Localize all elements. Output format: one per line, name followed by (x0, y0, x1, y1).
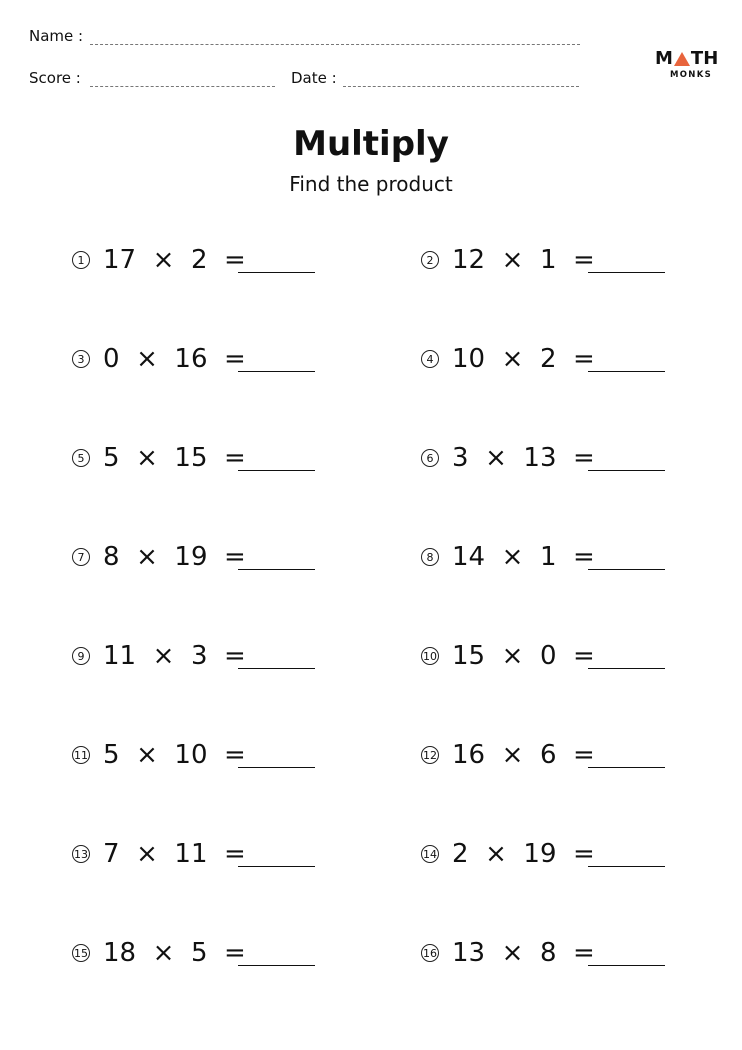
equals-sign: = (573, 740, 595, 770)
answer-blank[interactable] (588, 965, 665, 966)
name-label: Name : (29, 27, 84, 45)
problem-expression (452, 641, 595, 671)
operand-b: 6 (539, 740, 557, 770)
operand-a: 10 (452, 344, 486, 374)
operand-b: 1 (539, 542, 557, 572)
problem-8 (421, 537, 595, 577)
operand-a: 0 (103, 344, 120, 374)
problem-expression (103, 740, 246, 770)
problem-number: 11 (72, 746, 90, 764)
multiply-sign: × (136, 839, 158, 869)
equals-sign: = (224, 344, 246, 374)
problem-number: 6 (421, 449, 439, 467)
logo-subtext: MONKS (670, 70, 713, 80)
multiply-sign: × (501, 740, 524, 770)
equals-sign: = (224, 839, 246, 869)
math-monks-logo (655, 48, 719, 80)
problem-expression (452, 740, 595, 770)
problem-expression (103, 641, 246, 671)
operand-a: 14 (452, 542, 486, 572)
multiply-sign: × (136, 344, 158, 374)
problem-number: 12 (421, 746, 439, 764)
operand-b: 13 (523, 443, 557, 473)
score-label: Score : (29, 69, 81, 87)
problem-16 (421, 933, 595, 973)
problem-number: 7 (72, 548, 90, 566)
multiply-sign: × (136, 542, 158, 572)
operand-a: 11 (103, 641, 137, 671)
problem-expression (103, 938, 246, 968)
equals-sign: = (224, 938, 246, 968)
name-field[interactable] (90, 44, 580, 45)
date-label: Date : (291, 69, 337, 87)
problem-number: 1 (72, 251, 90, 269)
problem-expression (452, 443, 595, 473)
operand-a: 2 (452, 839, 469, 869)
page-title: Multiply (293, 124, 449, 164)
problem-number: 15 (72, 944, 90, 962)
operand-b: 19 (174, 542, 208, 572)
problem-expression (103, 344, 246, 374)
operand-b: 11 (174, 839, 208, 869)
multiply-sign: × (501, 641, 524, 671)
problem-expression (452, 938, 595, 968)
operand-b: 8 (539, 938, 557, 968)
equals-sign: = (224, 641, 246, 671)
problem-number: 16 (421, 944, 439, 962)
operand-b: 16 (174, 344, 208, 374)
problem-number: 13 (72, 845, 90, 863)
operand-b: 15 (174, 443, 208, 473)
equals-sign: = (573, 542, 595, 572)
operand-b: 19 (523, 839, 557, 869)
answer-blank[interactable] (238, 272, 315, 273)
multiply-sign: × (152, 641, 175, 671)
problem-number: 8 (421, 548, 439, 566)
answer-blank[interactable] (238, 569, 315, 570)
date-field[interactable] (343, 86, 579, 87)
operand-a: 16 (452, 740, 486, 770)
operand-b: 2 (539, 344, 557, 374)
problem-number: 9 (72, 647, 90, 665)
problem-expression (103, 245, 246, 275)
logo-text: TH (690, 48, 719, 69)
operand-a: 5 (103, 443, 120, 473)
equals-sign: = (224, 740, 246, 770)
operand-a: 5 (103, 740, 120, 770)
equals-sign: = (573, 245, 595, 275)
problem-expression (452, 245, 595, 275)
multiply-sign: × (501, 245, 524, 275)
operand-a: 17 (103, 245, 137, 275)
equals-sign: = (224, 245, 246, 275)
problem-2 (421, 240, 595, 280)
problem-6 (421, 438, 595, 478)
equals-sign: = (224, 542, 246, 572)
answer-blank[interactable] (588, 272, 665, 273)
operand-a: 8 (103, 542, 120, 572)
problem-10 (421, 636, 595, 676)
operand-a: 18 (103, 938, 137, 968)
problem-number: 14 (421, 845, 439, 863)
answer-blank[interactable] (238, 866, 315, 867)
operand-b: 5 (190, 938, 208, 968)
problem-7 (72, 537, 246, 577)
equals-sign: = (573, 641, 595, 671)
problem-expression (103, 542, 246, 572)
answer-blank[interactable] (588, 767, 665, 768)
triangle-icon (674, 52, 690, 66)
problem-1 (72, 240, 246, 280)
answer-blank[interactable] (238, 767, 315, 768)
problem-expression (452, 839, 595, 869)
problem-11 (72, 735, 246, 775)
problem-expression (103, 839, 246, 869)
answer-blank[interactable] (238, 371, 315, 372)
operand-a: 15 (452, 641, 486, 671)
problem-number: 3 (72, 350, 90, 368)
operand-a: 7 (103, 839, 120, 869)
logo-text: M (655, 48, 673, 69)
operand-a: 13 (452, 938, 486, 968)
answer-blank[interactable] (588, 371, 665, 372)
instructions: Find the product (289, 172, 453, 196)
multiply-sign: × (485, 839, 507, 869)
multiply-sign: × (152, 938, 175, 968)
multiply-sign: × (136, 443, 158, 473)
operand-a: 12 (452, 245, 486, 275)
multiply-sign: × (152, 245, 175, 275)
problem-number: 10 (421, 647, 439, 665)
answer-blank[interactable] (588, 569, 665, 570)
answer-blank[interactable] (588, 866, 665, 867)
problem-12 (421, 735, 595, 775)
problem-4 (421, 339, 595, 379)
equals-sign: = (573, 443, 595, 473)
problem-3 (72, 339, 246, 379)
operand-b: 2 (190, 245, 208, 275)
problem-5 (72, 438, 246, 478)
problem-number: 2 (421, 251, 439, 269)
multiply-sign: × (485, 443, 507, 473)
multiply-sign: × (501, 542, 524, 572)
operand-b: 3 (190, 641, 208, 671)
operand-b: 0 (539, 641, 557, 671)
problem-13 (72, 834, 246, 874)
multiply-sign: × (136, 740, 158, 770)
problem-expression (103, 443, 246, 473)
answer-blank[interactable] (588, 668, 665, 669)
problem-number: 5 (72, 449, 90, 467)
problem-9 (72, 636, 246, 676)
multiply-sign: × (501, 344, 524, 374)
problem-expression (452, 344, 595, 374)
equals-sign: = (573, 839, 595, 869)
answer-blank[interactable] (238, 965, 315, 966)
operand-b: 10 (174, 740, 208, 770)
answer-blank[interactable] (238, 668, 315, 669)
multiply-sign: × (501, 938, 524, 968)
problem-14 (421, 834, 595, 874)
operand-b: 1 (539, 245, 557, 275)
answer-blank[interactable] (238, 470, 315, 471)
equals-sign: = (224, 443, 246, 473)
problem-number: 4 (421, 350, 439, 368)
equals-sign: = (573, 344, 595, 374)
equals-sign: = (573, 938, 595, 968)
operand-a: 3 (452, 443, 469, 473)
problem-expression (452, 542, 595, 572)
score-field[interactable] (90, 86, 275, 87)
answer-blank[interactable] (588, 470, 665, 471)
problem-15 (72, 933, 246, 973)
